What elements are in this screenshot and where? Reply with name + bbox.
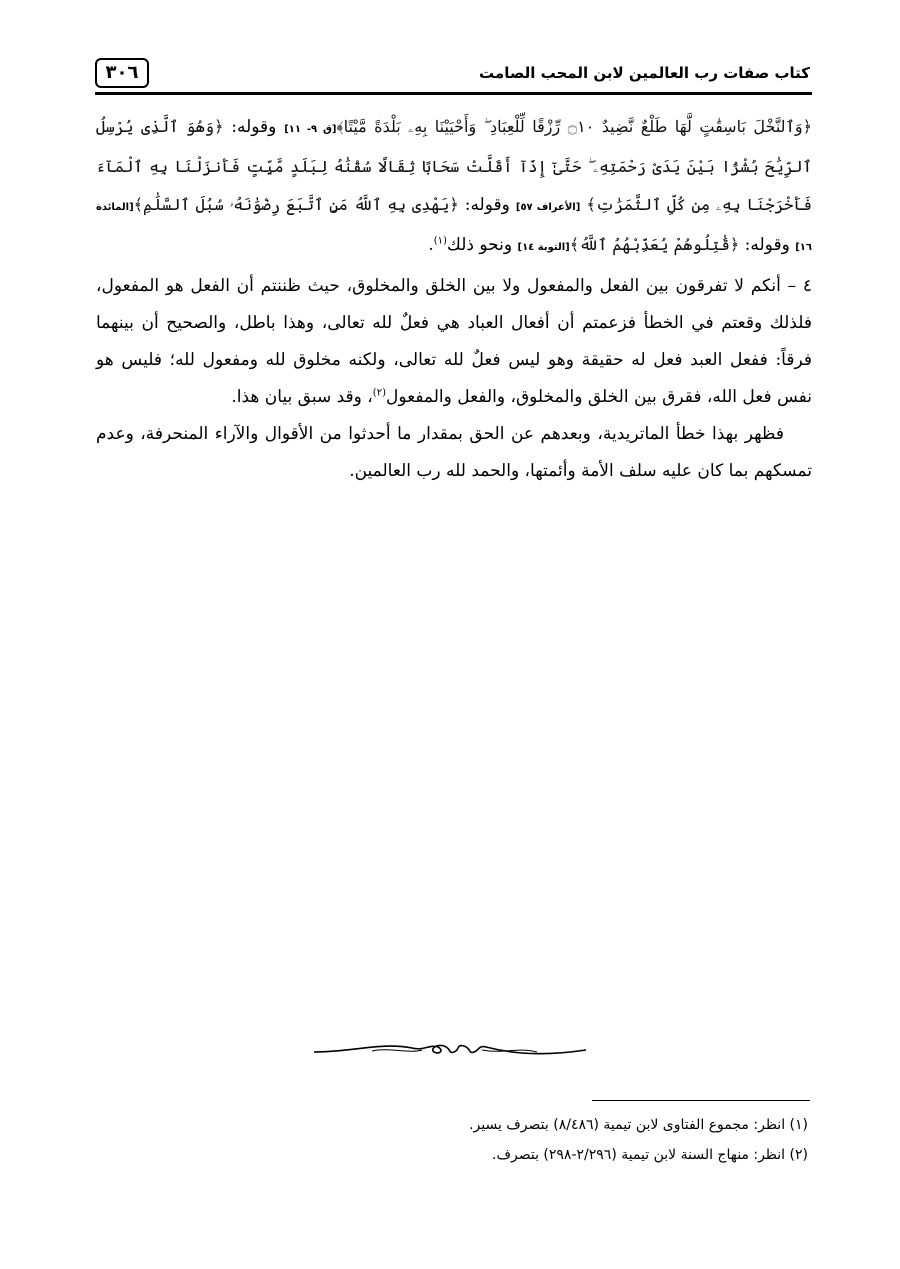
quran-verse: ﴿وَهُوَ ٱلَّذِى يُرْسِلُ ٱلرِّيَٰحَ بُشْرًۢا بَيْنَ يَدَىْ رَحْمَتِهِۦ ۖ حَتَّىٰٓ إِذَآ أَقَلَّتْ سَحَابًا ثِقَالًا سُقْنَٰهُ لِبَلَدٍ مَّيِّتٍ فَأَنزَلْنَا بِهِ ٱلْمَآءَ فَأَخْرَجْنَا بِهِۦ مِن كُلِّ ٱلثَّمَرَٰتِ﴾ xyxy=(96,117,813,214)
conjunction-text: وقوله: xyxy=(744,235,790,255)
footnote-2: (٢) انظر: منهاج السنة لابن تيمية (٢/٢٩٦-٢٩٨) بتصرف. xyxy=(492,1147,808,1163)
paragraph-conclusion: فظهر بهذا خطأ الماتريدية، وبعدهم عن الحق بمقدار ما أحدثوا من الأقوال والآراء المنحرفة، وعدم تمسكهم بما كان عليه سلف الأمة وأئمتها، والحمد لله رب العالمين. xyxy=(96,424,812,481)
paragraph-point-four xyxy=(96,268,812,416)
footnote-marker[interactable]: (٢) xyxy=(372,387,386,399)
verse-reference: [المائدة ١٦] xyxy=(96,202,812,253)
page-body xyxy=(96,108,812,490)
footnote-marker[interactable]: (١) xyxy=(433,235,447,247)
verse-reference: [التوبة ١٤] xyxy=(517,242,570,253)
quran-verse: ﴿وَٱلنَّخْلَ بَاسِقَٰتٍ لَّهَا طَلْعٌ نَّضِيدٌ ۝١٠ رِّزْقًا لِّلْعِبَادِ ۖ وَأَحْيَيْنَا بِهِۦ بَلْدَةً مَّيْتًا﴾ xyxy=(336,117,813,136)
period: . xyxy=(428,235,434,255)
conjunction-text: وقوله: xyxy=(464,195,510,215)
quran-verse: ﴿يَهْدِى بِهِ ٱللَّهُ مَنِ ٱتَّبَعَ رِضْوَٰنَهُۥ سُبُلَ ٱلسَّلَٰمِ﴾ xyxy=(133,195,459,214)
page-header xyxy=(95,56,812,95)
conjunction-text: وقوله: xyxy=(231,117,277,137)
paragraph-text: ، وقد سبق بيان هذا. xyxy=(231,387,373,407)
page-number: ٣٠٦ xyxy=(95,58,149,88)
footnote-1: (١) انظر: مجموع الفتاوى لابن تيمية (٨/٤٨٦) بتصرف يسير. xyxy=(469,1117,808,1133)
footnote-separator xyxy=(592,1100,810,1101)
paragraph-verses xyxy=(96,108,812,266)
ending-text: ونحو ذلك xyxy=(446,235,513,255)
quran-verse: ﴿قَٰتِلُوهُمْ يُعَذِّبْهُمُ ٱللَّهُ﴾ xyxy=(569,235,740,254)
verse-reference: [ق ٩- ١١] xyxy=(284,124,337,135)
flourish-ornament-icon xyxy=(312,1038,588,1062)
verse-reference: [الأعراف ٥٧] xyxy=(515,202,581,213)
footnotes xyxy=(96,1110,808,1170)
paragraph-text: ٤ – أنكم لا تفرقون بين الفعل والمفعول ولا بين الخلق والمخلوق، حيث ظننتم أن الفعل هو المفعول، فلذلك وقعتم في الخطأ فزعمتم أن أفعال العباد هي فعلٌ لله تعالى، وهذا باطل، والصحيح أن بينهما فرقاً: ففعل العبد فعل له حقيقة وهو ليس فعلٌ لله تعالى، ولكنه مخلوق لله ومفعول لله؛ فليس هو نفس فعل الله، فقرق بين الخلق والمخلوق، والفعل والمفعول xyxy=(96,276,812,407)
book-title: كتاب صفات رب العالمين لابن المحب الصامت xyxy=(479,64,810,82)
